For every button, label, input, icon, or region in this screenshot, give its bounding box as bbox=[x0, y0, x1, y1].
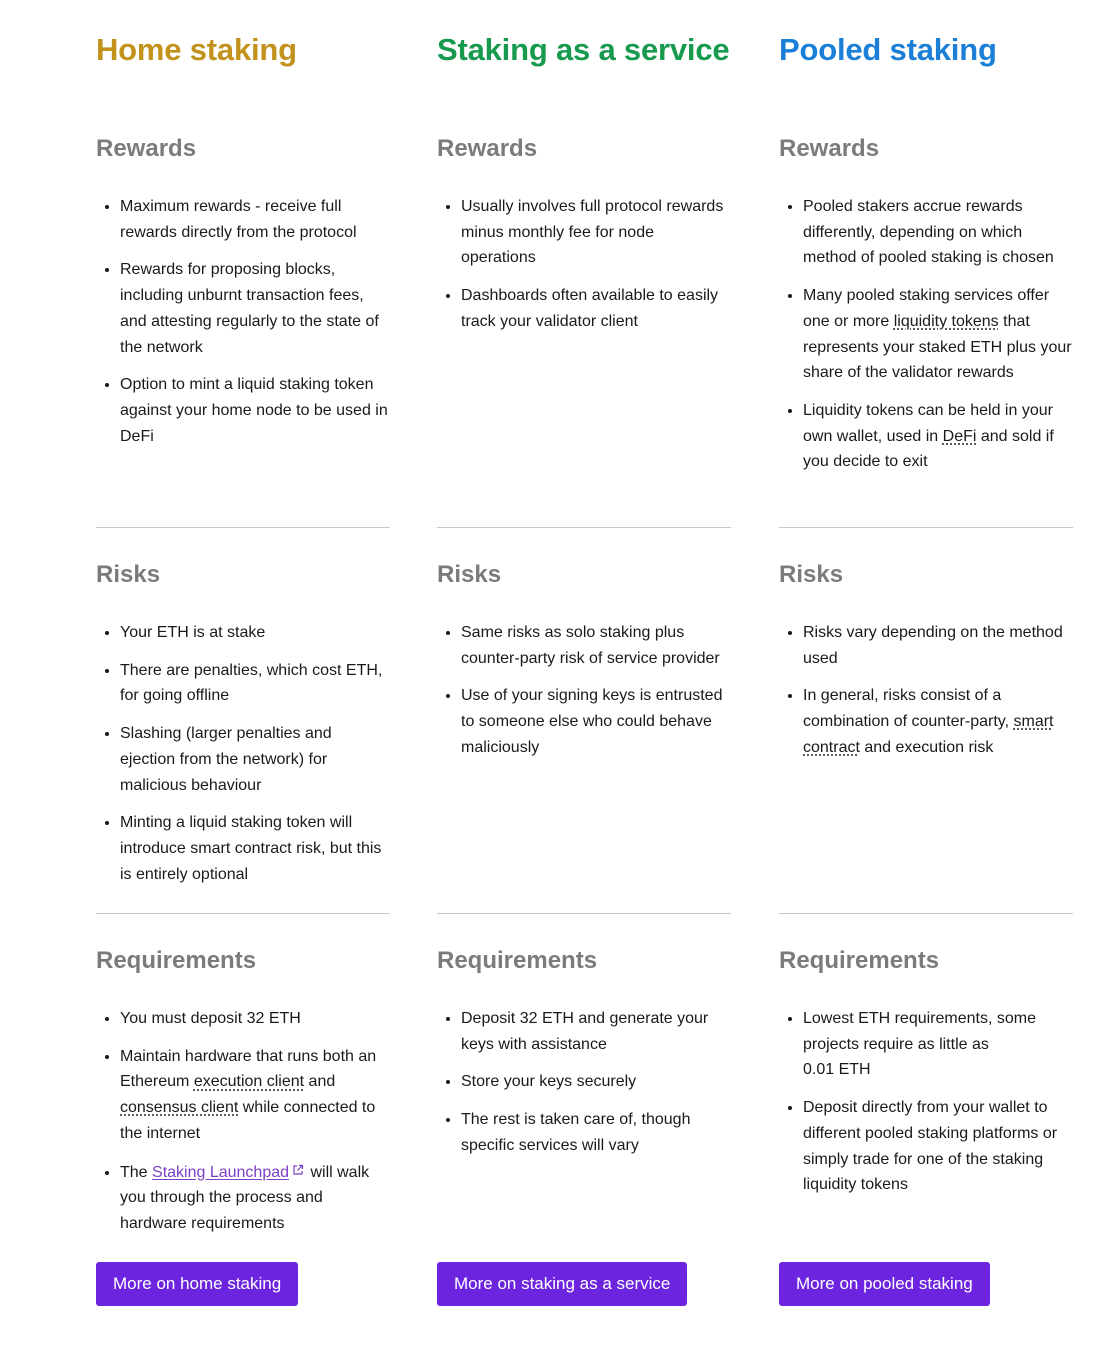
text-span: Many pooled staking services offer one or more bbox=[803, 287, 1050, 330]
link-label: Staking Launchpad bbox=[152, 1163, 290, 1181]
text-span: The bbox=[120, 1163, 153, 1181]
home-risks-heading: Risks bbox=[96, 561, 161, 588]
execution-client-term[interactable]: execution client bbox=[193, 1073, 305, 1091]
list-item: • There are penalties, which cost ETH, for going offline bbox=[120, 658, 390, 709]
list-item: • Rewards for proposing blocks, including unburnt transaction fees, and attesting regularly to the state of the network bbox=[120, 257, 390, 360]
more-on-pooled-staking-button[interactable]: More on pooled staking bbox=[779, 1262, 990, 1306]
pooled-risks-heading: Risks bbox=[779, 561, 844, 588]
saas-rewards-list bbox=[437, 194, 731, 335]
home-risks-section bbox=[96, 556, 390, 899]
list-item: • Pooled stakers accrue rewards differently, depending on which method of pooled staking is chosen bbox=[803, 194, 1073, 271]
consensus-client-term[interactable]: consensus client bbox=[120, 1099, 239, 1117]
list-item: • Same risks as solo staking plus counter-party risk of service provider bbox=[461, 620, 731, 671]
pooled-staking-title: Pooled staking bbox=[779, 32, 997, 67]
list-item bbox=[803, 1006, 1073, 1083]
eth-amount: 0.01 ETH bbox=[803, 1061, 871, 1079]
list-item: • Your ETH is at stake bbox=[120, 620, 390, 646]
home-divider-risks-requirements bbox=[96, 913, 390, 914]
home-divider-rewards-risks bbox=[96, 527, 390, 528]
saas-requirements-section bbox=[437, 942, 731, 1171]
home-staking-title: Home staking bbox=[96, 32, 297, 67]
saas-requirements-list bbox=[437, 1006, 731, 1159]
text-span: while connected to the internet bbox=[120, 1099, 376, 1142]
text-span: and sold if you decide to exit bbox=[803, 427, 1054, 471]
staking-as-a-service-title: Staking as a service bbox=[437, 32, 730, 67]
saas-divider-rewards-risks bbox=[437, 527, 731, 528]
text-span: Lowest ETH requirements, some projects require as little as bbox=[803, 1010, 1036, 1053]
list-item bbox=[803, 283, 1073, 386]
list-item bbox=[120, 1044, 390, 1147]
saas-risks-section bbox=[437, 556, 731, 773]
list-item: • Minting a liquid staking token will introduce smart contract risk, but this is entirely optional bbox=[120, 810, 390, 887]
saas-risks-heading: Risks bbox=[437, 561, 502, 588]
liquidity-tokens-term[interactable]: liquidity tokens bbox=[893, 312, 999, 330]
pooled-requirements-list bbox=[779, 1006, 1073, 1198]
smart-contract-term[interactable]: smart contract bbox=[803, 713, 1054, 756]
home-rewards-list bbox=[96, 194, 390, 449]
pooled-rewards-heading: Rewards bbox=[779, 135, 880, 162]
home-risks-list bbox=[96, 620, 390, 887]
text-span: Maintain hardware that runs both an Ethereum bbox=[120, 1047, 377, 1091]
list-item: • Use of your signing keys is entrusted to someone else who could behave maliciously bbox=[461, 683, 731, 760]
list-item: • Deposit directly from your wallet to different pooled staking platforms or simply trade for one of the staking liquidity tokens bbox=[803, 1095, 1073, 1198]
text-span: that represents your staked ETH plus your share of the validator rewards bbox=[803, 312, 1072, 382]
home-requirements-section bbox=[96, 942, 390, 1249]
home-requirements-list bbox=[96, 1006, 390, 1237]
saas-rewards-section bbox=[437, 130, 731, 347]
external-link-icon bbox=[292, 1159, 304, 1185]
list-item: • Maximum rewards - receive full rewards directly from the protocol bbox=[120, 194, 390, 245]
text-span: Liquidity tokens can be held in your own wallet, used in bbox=[803, 401, 1053, 445]
list-item: • Dashboards often available to easily track your validator client bbox=[461, 283, 731, 334]
pooled-rewards-list bbox=[779, 194, 1073, 475]
pooled-rewards-section bbox=[779, 130, 1073, 487]
text-span: and execution risk bbox=[859, 738, 994, 756]
pooled-risks-list bbox=[779, 620, 1073, 761]
list-item: • Slashing (larger penalties and ejection from the network) for malicious behaviour bbox=[120, 721, 390, 798]
staking-launchpad-link[interactable] bbox=[152, 1164, 306, 1181]
list-item: • Risks vary depending on the method used bbox=[803, 620, 1073, 671]
text-span: will walk you through the process and hardware requirements bbox=[120, 1163, 370, 1232]
list-item bbox=[803, 398, 1073, 475]
pooled-risks-section bbox=[779, 556, 1073, 773]
home-rewards-heading: Rewards bbox=[96, 135, 197, 162]
list-item: • You must deposit 32 ETH bbox=[120, 1006, 390, 1032]
pooled-requirements-section bbox=[779, 942, 1073, 1210]
pooled-requirements-heading: Requirements bbox=[779, 947, 940, 974]
list-item: • Option to mint a liquid staking token against your home node to be used in DeFi bbox=[120, 372, 390, 449]
list-item: • Deposit 32 ETH and generate your keys with assistance bbox=[461, 1006, 731, 1057]
more-on-staking-as-a-service-button[interactable]: More on staking as a service bbox=[437, 1262, 687, 1306]
list-item bbox=[803, 683, 1073, 760]
text-span: and bbox=[304, 1073, 336, 1091]
text-span: In general, risks consist of a combination of counter-party, bbox=[803, 687, 1014, 731]
home-requirements-heading: Requirements bbox=[96, 947, 257, 974]
home-rewards-section bbox=[96, 130, 390, 461]
saas-divider-risks-requirements bbox=[437, 913, 731, 914]
saas-requirements-heading: Requirements bbox=[437, 947, 598, 974]
saas-risks-list bbox=[437, 620, 731, 761]
pooled-divider-rewards-risks bbox=[779, 527, 1073, 528]
list-item bbox=[120, 1159, 390, 1237]
list-item: • Store your keys securely bbox=[461, 1069, 731, 1095]
saas-rewards-heading: Rewards bbox=[437, 135, 538, 162]
pooled-divider-risks-requirements bbox=[779, 913, 1073, 914]
list-item: • The rest is taken care of, though specific services will vary bbox=[461, 1107, 731, 1158]
more-on-home-staking-button[interactable]: More on home staking bbox=[96, 1262, 298, 1306]
defi-term[interactable]: DeFi bbox=[942, 427, 977, 445]
list-item: • Usually involves full protocol rewards minus monthly fee for node operations bbox=[461, 194, 731, 271]
